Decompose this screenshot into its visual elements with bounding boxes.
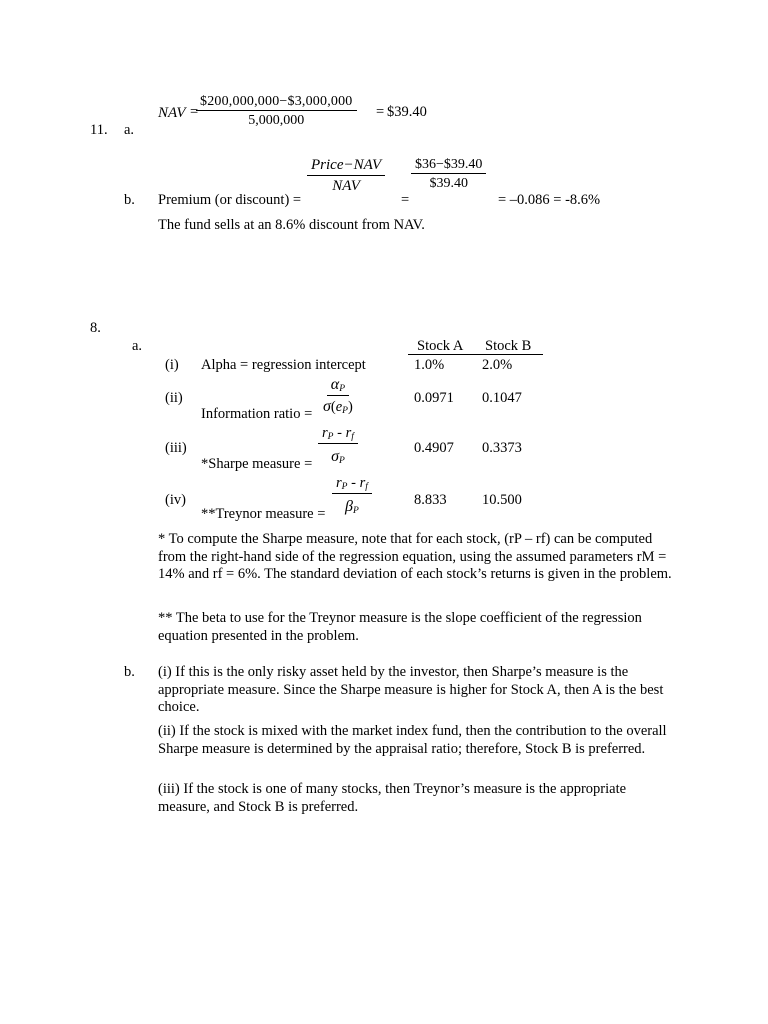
information-ratio-numerator: $\alpha_P$ xyxy=(327,376,349,396)
nav-result: $39.40 xyxy=(387,104,427,120)
row-iv-number: (iv) xyxy=(165,492,186,508)
information-ratio-fraction xyxy=(319,376,357,417)
sharpe-fraction xyxy=(318,426,358,467)
row-treynor-label: **Treynor measure = xyxy=(201,506,326,522)
treynor-stock-b: 10.500 xyxy=(482,492,522,508)
sharpe-footnote: * To compute the Sharpe measure, note that for each stock, (rP – rf) can be computed from the right-hand side of the regression equation, using the assumed parameters rM = 14% and rf = 6%. The standard deviation of each stock’s returns is given in the problem. xyxy=(158,531,672,583)
premium-values-denominator: $39.40 xyxy=(429,176,468,192)
q11-part-b-label: b. xyxy=(124,192,135,208)
treynor-stock-a: 8.833 xyxy=(414,492,447,508)
q11-part-a-label: a. xyxy=(124,122,135,138)
treynor-numerator: $r_P - r_f$ xyxy=(332,476,372,494)
row-iii-number: (iii) xyxy=(165,440,187,456)
nav-numerator: $200,000,000−$3,000,000 xyxy=(196,94,357,111)
treynor-fraction xyxy=(332,476,372,517)
row-information-ratio-label: Information ratio = xyxy=(201,406,313,422)
information-ratio-stock-b: 0.1047 xyxy=(482,390,522,406)
premium-equals: = xyxy=(401,192,410,208)
information-ratio-denominator: $\sigma(e_P)$ xyxy=(323,398,353,417)
sharpe-stock-b: 0.3373 xyxy=(482,440,522,456)
discount-conclusion: The fund sells at an 8.6% discount from NAV. xyxy=(158,217,425,233)
row-ii-number: (ii) xyxy=(165,390,183,406)
q8-part-b-label: b. xyxy=(124,664,135,680)
nav-fraction xyxy=(196,94,357,129)
premium-formula-denominator: NAV xyxy=(332,177,360,194)
part-b-paragraph-iii: (iii) If the stock is one of many stocks, then Treynor’s measure is the appropriate measure, and Stock B is preferred. xyxy=(158,781,627,815)
premium-label: Premium (or discount) = xyxy=(158,192,302,208)
treynor-denominator: $\beta_P$ xyxy=(345,498,359,517)
table-header-rule xyxy=(408,354,543,355)
premium-fraction-formula xyxy=(307,157,385,194)
nav-lhs: NAV xyxy=(158,105,186,121)
alpha-stock-b: 2.0% xyxy=(482,357,513,373)
question-11-number: 11. xyxy=(90,122,108,138)
q8-part-a-label: a. xyxy=(132,338,143,354)
alpha-stock-a: 1.0% xyxy=(414,357,445,373)
premium-result: = –0.086 = -8.6% xyxy=(498,192,601,208)
part-b-paragraph-ii: (ii) If the stock is mixed with the market index fund, then the contribution to the overall Sharpe measure is determined by the appraisal ratio; therefore, Stock B is preferred. xyxy=(158,723,667,757)
sharpe-numerator: $r_P - r_f$ xyxy=(318,426,358,444)
column-header-stock-a: Stock A xyxy=(417,338,464,354)
row-i-number: (i) xyxy=(165,357,179,373)
premium-formula-numerator: Price−NAV xyxy=(307,157,385,176)
nav-denominator: 5,000,000 xyxy=(248,113,305,129)
premium-fraction-values xyxy=(411,157,486,192)
premium-values-numerator: $36−$39.40 xyxy=(411,157,486,174)
nav-equals: = xyxy=(190,104,199,120)
treynor-footnote: ** The beta to use for the Treynor measure is the slope coefficient of the regression equation presented in the problem. xyxy=(158,610,642,644)
question-8-number: 8. xyxy=(90,320,101,336)
row-sharpe-label: *Sharpe measure = xyxy=(201,456,313,472)
sharpe-denominator: $\sigma_P$ xyxy=(331,448,345,467)
information-ratio-stock-a: 0.0971 xyxy=(414,390,454,406)
part-b-paragraph-i: (i) If this is the only risky asset held by the investor, then Sharpe’s measure is the appropriate measure. Since the Sharpe measure is higher for Stock A, then A is the best choice. xyxy=(158,664,664,716)
sharpe-stock-a: 0.4907 xyxy=(414,440,454,456)
column-header-stock-b: Stock B xyxy=(485,338,532,354)
row-alpha-label: Alpha = regression intercept xyxy=(201,357,366,373)
nav-equals-2: = xyxy=(376,104,385,120)
